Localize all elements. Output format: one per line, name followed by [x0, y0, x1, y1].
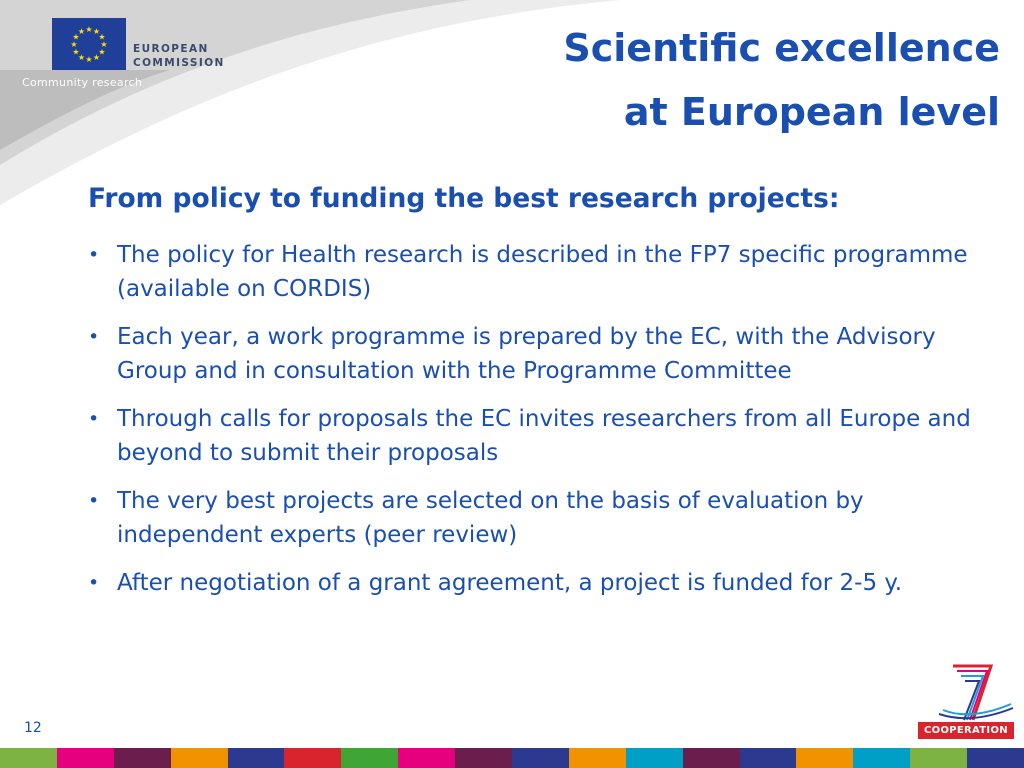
color-bar-segment: [0, 748, 57, 768]
bullet-item: [86, 566, 1004, 600]
eu-star-icon: ★: [100, 40, 108, 49]
bullet-dot-icon: •: [88, 572, 100, 594]
bullet-list: [86, 238, 1004, 614]
color-bar-segment: [512, 748, 569, 768]
color-bar-segment: [796, 748, 853, 768]
bullet-text: Each year, a work programme is prepared by the EC, with the Advisory Group and in consultation with the Programme Committee: [117, 324, 936, 384]
eu-star-icon: ★: [72, 32, 80, 42]
bullet-dot-icon: •: [88, 326, 100, 348]
slide-title-line2: at European level: [623, 90, 1000, 134]
color-bar-segment: [341, 748, 398, 768]
eu-star-icon: ★: [92, 53, 101, 62]
org-subtitle: Community research: [22, 76, 143, 89]
color-bar-segment: [910, 748, 967, 768]
eu-star-icon: ★: [70, 40, 78, 49]
footer-color-bar: [0, 748, 1024, 768]
eu-star-icon: ★: [98, 32, 106, 42]
bullet-item: [86, 320, 1004, 388]
bullet-dot-icon: •: [88, 244, 100, 266]
color-bar-segment: [284, 748, 341, 768]
color-bar-segment: [740, 748, 797, 768]
color-bar-segment: [228, 748, 285, 768]
eu-star-icon: ★: [85, 25, 93, 34]
org-name-line1: EUROPEAN: [133, 43, 209, 55]
color-bar-segment: [114, 748, 171, 768]
color-bar-segment: [57, 748, 114, 768]
cooperation-label: COOPERATION: [918, 722, 1014, 739]
bullet-dot-icon: •: [88, 408, 100, 430]
color-bar-segment: [398, 748, 455, 768]
bullet-text: Through calls for proposals the EC invites researchers from all Europe and beyond to submit their proposals: [117, 406, 971, 466]
bullet-text: The very best projects are selected on the basis of evaluation by independent experts (peer review): [117, 488, 864, 548]
color-bar-segment: [683, 748, 740, 768]
eu-star-icon: ★: [77, 53, 86, 62]
color-bar-segment: [455, 748, 512, 768]
eu-star-icon: ★: [98, 47, 106, 57]
eu-star-icon: ★: [77, 27, 86, 36]
slide-title: [563, 16, 1000, 144]
eu-star-icon: ★: [85, 55, 93, 64]
bullet-item: [86, 402, 1004, 470]
color-bar-segment: [569, 748, 626, 768]
org-name-line2: COMMISSION: [133, 57, 225, 69]
eu-star-icon: ★: [72, 47, 80, 57]
page-number: 12: [24, 720, 42, 736]
fp7-seven-icon: [913, 660, 1015, 724]
bullet-text: After negotiation of a grant agreement, a project is funded for 2-5 y.: [117, 570, 903, 596]
slide-title-line1: Scientific excellence: [563, 26, 1000, 70]
color-bar-segment: [626, 748, 683, 768]
bullet-dot-icon: •: [88, 490, 100, 512]
bullet-item: [86, 238, 1004, 306]
section-subheading: From policy to funding the best research projects:: [88, 183, 840, 214]
color-bar-segment: [853, 748, 910, 768]
color-bar-segment: [967, 748, 1024, 768]
color-bar-segment: [171, 748, 228, 768]
bullet-item: [86, 484, 1004, 552]
eu-star-icon: ★: [92, 27, 101, 36]
bullet-text: The policy for Health research is described in the FP7 specific programme (available on CORDIS): [117, 242, 968, 302]
eu-flag-logo: [52, 18, 126, 70]
